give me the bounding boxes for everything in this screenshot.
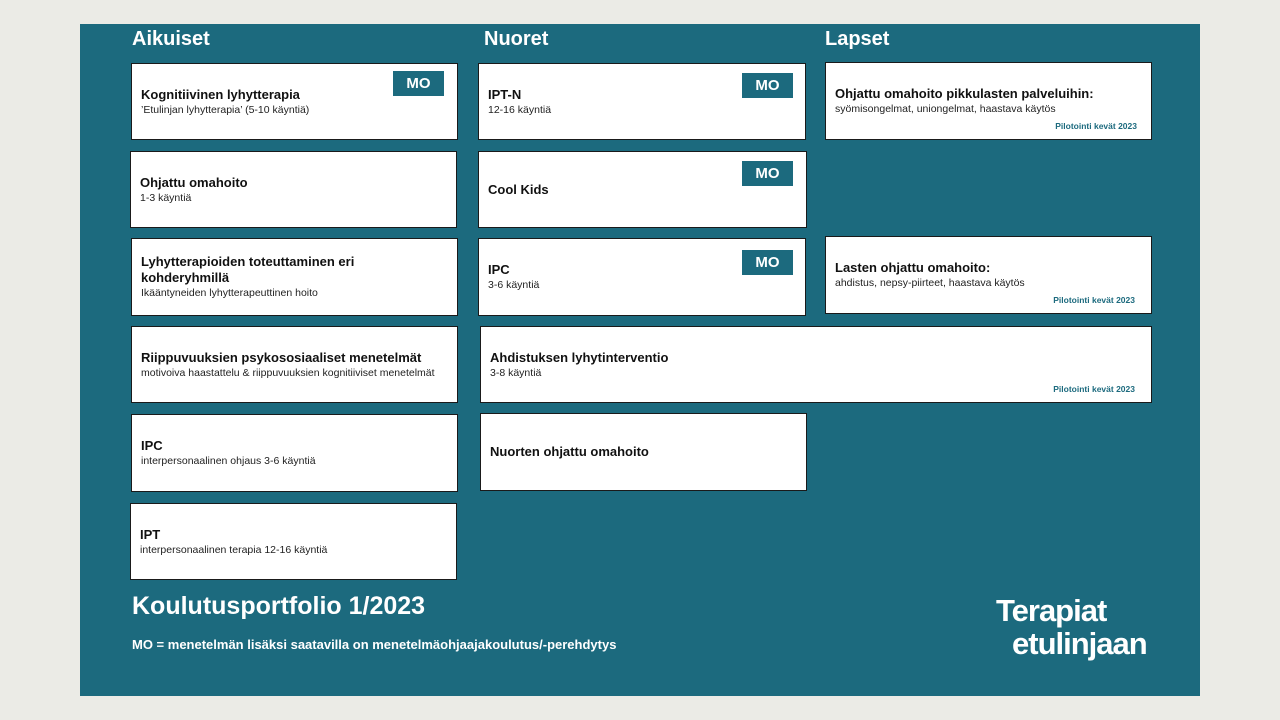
card-children-guided-self-care bbox=[825, 236, 1152, 314]
card-subtitle: syömisongelmat, uniongelmat, haastava käytös bbox=[835, 103, 1056, 115]
pilot-label: Pilotointi kevät 2023 bbox=[1053, 295, 1135, 305]
logo-line-2: etulinjaan bbox=[1012, 626, 1147, 661]
card-subtitle: 1-3 käyntiä bbox=[140, 191, 192, 204]
card-subtitle: Ikääntyneiden lyhytterapeuttinen hoito bbox=[141, 287, 318, 299]
column-title-adults: Aikuiset bbox=[132, 28, 210, 50]
card-title: Lasten ohjattu omahoito: bbox=[835, 260, 991, 275]
card-anxiety-intervention bbox=[480, 326, 1152, 403]
card-title: Nuorten ohjattu omahoito bbox=[490, 444, 649, 459]
card-ipc-adults bbox=[131, 414, 458, 492]
card-ipt-n bbox=[478, 63, 806, 140]
mo-badge: MO bbox=[742, 250, 793, 275]
card-subtitle: interpersonaalinen terapia 12-16 käyntiä bbox=[140, 543, 328, 556]
footer-title: Koulutusportfolio 1/2023 bbox=[132, 592, 426, 620]
mo-badge: MO bbox=[393, 71, 444, 96]
card-cool-kids bbox=[478, 151, 807, 228]
column-title-children: Lapset bbox=[825, 28, 890, 50]
mo-badge: MO bbox=[742, 161, 793, 186]
slide bbox=[80, 24, 1200, 696]
card-subtitle: ahdistus, nepsy-piirteet, haastava käytös bbox=[835, 277, 1025, 289]
card-title: Cool Kids bbox=[488, 181, 549, 197]
card-ipt bbox=[130, 503, 457, 580]
card-title: Ahdistuksen lyhytinterventio bbox=[490, 349, 669, 365]
logo bbox=[996, 594, 1147, 660]
card-title: Riippuvuuksien psykososiaaliset menetelmät bbox=[141, 349, 422, 365]
card-subtitle: ’Etulinjan lyhytterapia’ (5-10 käyntiä) bbox=[141, 103, 310, 116]
mo-badge: MO bbox=[742, 73, 793, 98]
card-title: IPC bbox=[141, 438, 163, 453]
card-addiction-methods bbox=[131, 326, 458, 403]
card-subtitle: 3-6 käyntiä bbox=[488, 279, 540, 291]
card-title: IPT-N bbox=[488, 86, 522, 102]
card-subtitle: 3-8 käyntiä bbox=[490, 366, 542, 379]
card-title: Lyhytterapioiden toteuttaminen eri kohderyhmillä bbox=[141, 254, 355, 285]
card-youth-guided-self-care bbox=[480, 413, 807, 491]
column-title-youth: Nuoret bbox=[484, 28, 549, 50]
card-title: Kognitiivinen lyhytterapia bbox=[141, 86, 300, 102]
card-title: Ohjattu omahoito pikkulasten palveluihin: bbox=[835, 86, 1094, 101]
logo-line-1: Terapiat bbox=[996, 593, 1107, 628]
footer-note: MO = menetelmän lisäksi saatavilla on menetelmäohjaajakoulutus/-perehdytys bbox=[132, 637, 617, 652]
card-subtitle: 12-16 käyntiä bbox=[488, 103, 552, 116]
card-guided-self-care bbox=[130, 151, 457, 228]
card-title: IPT bbox=[140, 526, 161, 542]
pilot-label: Pilotointi kevät 2023 bbox=[1055, 121, 1137, 131]
card-toddler-guided-self-care bbox=[825, 62, 1152, 140]
card-subtitle: interpersonaalinen ohjaus 3-6 käyntiä bbox=[141, 455, 316, 467]
card-cognitive-short-therapy bbox=[131, 63, 458, 140]
card-title: Ohjattu omahoito bbox=[140, 174, 248, 190]
card-subtitle: motivoiva haastattelu & riippuvuuksien kognitiiviset menetelmät bbox=[141, 366, 435, 379]
pilot-label: Pilotointi kevät 2023 bbox=[1053, 384, 1135, 394]
card-title: IPC bbox=[488, 262, 510, 277]
card-short-therapies-target-groups bbox=[131, 238, 458, 316]
card-ipc-youth bbox=[478, 238, 806, 316]
